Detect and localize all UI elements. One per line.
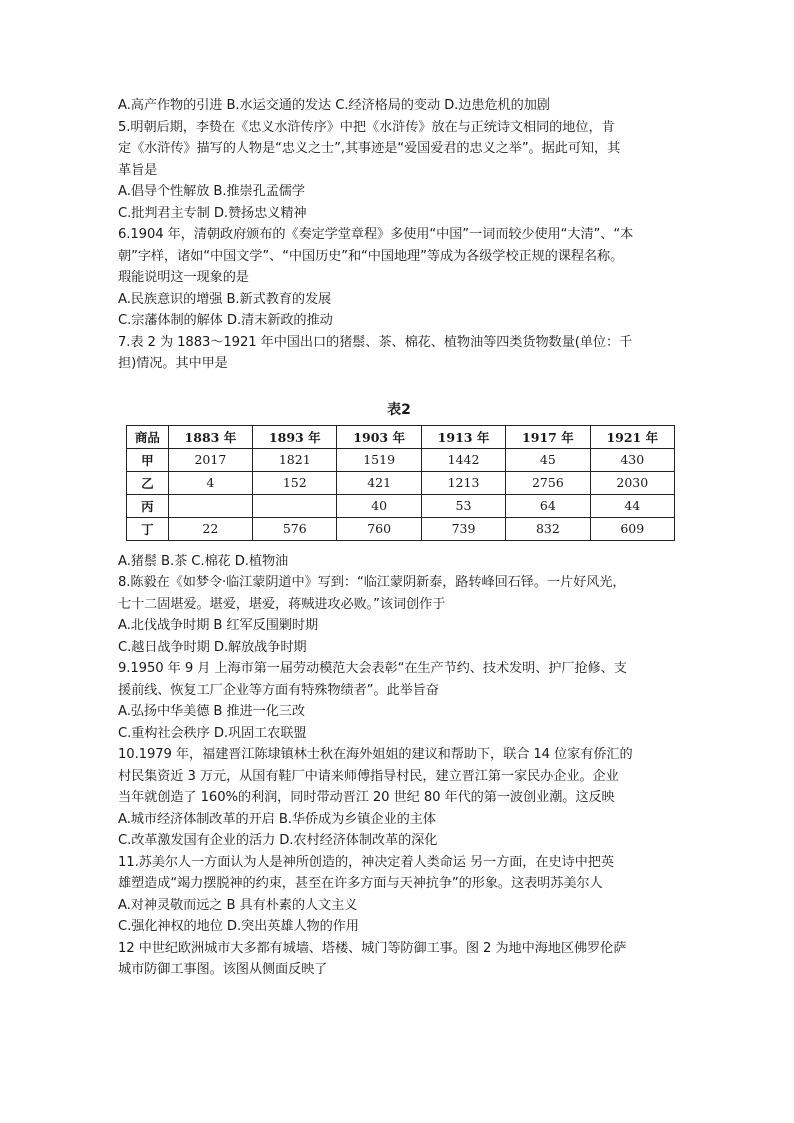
- header-cell: 1883 年: [168, 425, 252, 448]
- table-row: [127, 471, 675, 494]
- text-line: 革旨是: [118, 162, 158, 178]
- table-cell: 2030: [590, 471, 674, 494]
- header-cell: 1913 年: [421, 425, 505, 448]
- text-line: C.宗藩体制的解体 D.清末新政的推动: [118, 313, 333, 328]
- export-table: [126, 425, 675, 541]
- text-line: 11.苏美尔人一方面认为人是神所创造的，神决定着人类命运 另一方面，在史诗中把英: [118, 854, 614, 870]
- header-cell: 1917 年: [506, 425, 590, 448]
- text-line: 雄塑造成“竭力摆脱神的约束，甚至在许多方面与天神抗争”的形象。这表明苏美尔人: [118, 876, 603, 891]
- table-cell: [168, 494, 252, 517]
- text-line: 10.1979 年，福建晋江陈埭镇林士秋在海外姐姐的建议和帮助下，联合 14 位家有侨汇的: [118, 747, 633, 762]
- table-cell: 53: [421, 494, 505, 517]
- table-cell: 44: [590, 494, 674, 517]
- text-line: 9.1950 年 9 月 上海市第一届劳动模范大会表彰“在生产节约、技术发明、护厂抢修、支: [118, 661, 627, 676]
- header-cell: 商品: [127, 425, 169, 448]
- text-line: 8.陈毅在《如梦令·临江蒙阴道中》写到：“临江蒙阴新泰，路转峰回石铎。一片好风光，: [118, 575, 626, 590]
- text-line: C.越日战争时期 D.解放战争时期: [118, 639, 307, 655]
- text-line: A.民族意识的增强 B.新式教育的发展: [118, 291, 332, 307]
- questions-after-table: [118, 551, 680, 981]
- table-cell: 4: [168, 471, 252, 494]
- text-line: C.强化神权的地位 D.突出英雄人物的作用: [118, 919, 359, 934]
- table-cell: 832: [506, 517, 590, 540]
- table-cell: 22: [168, 517, 252, 540]
- table-title: 表2: [387, 401, 411, 418]
- table-cell: 1519: [337, 448, 421, 471]
- text-line: 朝”字样，诸如“中国文学”、“中国历史”和“中国地理”等成为各级学校正规的课程名称。: [118, 248, 624, 264]
- header-cell: 1893 年: [253, 425, 337, 448]
- text-line: 七十二固堪爱。堪爱，堪爱，蒋贼进攻必败。”该词创作于: [118, 596, 446, 612]
- table-cell: 430: [590, 448, 674, 471]
- text-line: A.对神灵敬而远之 B 具有朴素的人文主义: [118, 897, 358, 913]
- text-line: A.城市经济体制改革的开启 B.华侨成为乡镇企业的主体: [118, 811, 436, 827]
- text-line: C.改革激发国有企业的活力 D.农村经济体制改革的深化: [118, 833, 438, 848]
- table-cell: 609: [590, 517, 674, 540]
- text-line: 瑕能说明这一现象的是: [118, 270, 249, 285]
- table-cell: 丁: [127, 517, 169, 540]
- table-header-row: [127, 425, 675, 448]
- text-line: 当年就创造了 160%的利润，同时带动晋江 20 世纪 80 年代的第一波创业潮。这反映: [118, 790, 615, 805]
- table-cell: 1821: [253, 448, 337, 471]
- table-cell: 甲: [127, 448, 169, 471]
- text-line: 定《水浒传》描写的人物是“忠义之士”,其事迹是“爱国爱君的忠义之举”。据此可知，其: [118, 141, 621, 156]
- table-cell: 739: [421, 517, 505, 540]
- table-row: [127, 448, 675, 471]
- text-line: 援前线、恢复工厂企业等方面有特殊物绩者”。此举旨奋: [118, 682, 439, 698]
- header-cell: 1921 年: [590, 425, 674, 448]
- text-line: 村民集资近 3 万元，从国有鞋厂中请来师傅指导村民，建立晋江第一家民办企业。企业: [118, 768, 619, 784]
- table-row: [127, 494, 675, 517]
- questions-before-table: [118, 95, 680, 375]
- text-line: A.弘扬中华美德 B 推进一化三改: [118, 704, 305, 719]
- table-cell: 760: [337, 517, 421, 540]
- table-cell: [253, 494, 337, 517]
- table-cell: 2756: [506, 471, 590, 494]
- text-line: C.重构社会秩序 D.巩固工农联盟: [118, 725, 307, 741]
- text-line: A.北伐战争时期 B 红军反围剿时期: [118, 618, 319, 633]
- table-cell: 40: [337, 494, 421, 517]
- header-cell: 1903 年: [337, 425, 421, 448]
- text-line: 城市防御工事图。该图从侧面反映了: [118, 962, 328, 977]
- text-line: 6.1904 年，清朝政府颁布的《奏定学堂章程》多使用“中国”一词而较少使用“大清”、“本: [118, 227, 634, 242]
- table-cell: 576: [253, 517, 337, 540]
- table-row: [127, 517, 675, 540]
- text-line: C.批判君主专制 D.赞扬忠义精神: [118, 205, 307, 221]
- table-cell: 421: [337, 471, 421, 494]
- text-line: 5.明朝后期，李贽在《忠义水浒传序》中把《水浒传》放在与正统诗文相同的地位，肯: [118, 119, 615, 135]
- table-cell: 1442: [421, 448, 505, 471]
- table-cell: 45: [506, 448, 590, 471]
- table-cell: 乙: [127, 471, 169, 494]
- text-line: 12 中世纪欧洲城市大多都有城墙、塔楼、城门等防御工事。图 2 为地中海地区佛罗伦萨: [118, 940, 627, 956]
- exam-page: [118, 95, 680, 981]
- text-line: A.高产作物的引进 B.水运交通的发达 C.经济格局的变动 D.边患危机的加剧: [118, 98, 550, 113]
- table-cell: 1213: [421, 471, 505, 494]
- table-cell: 2017: [168, 448, 252, 471]
- text-line: 担)情况。其中甲是: [118, 356, 228, 371]
- table-cell: 丙: [127, 494, 169, 517]
- text-line: 7.表 2 为 1883～1921 年中国出口的猪鬃、茶、棉花、植物油等四类货物数量(单位：千: [118, 334, 633, 350]
- table-cell: 64: [506, 494, 590, 517]
- text-line: A.猪鬃 B.茶 C.棉花 D.植物油: [118, 553, 289, 569]
- table-cell: 152: [253, 471, 337, 494]
- text-line: A.倡导个性解放 B.推崇孔孟儒学: [118, 184, 305, 199]
